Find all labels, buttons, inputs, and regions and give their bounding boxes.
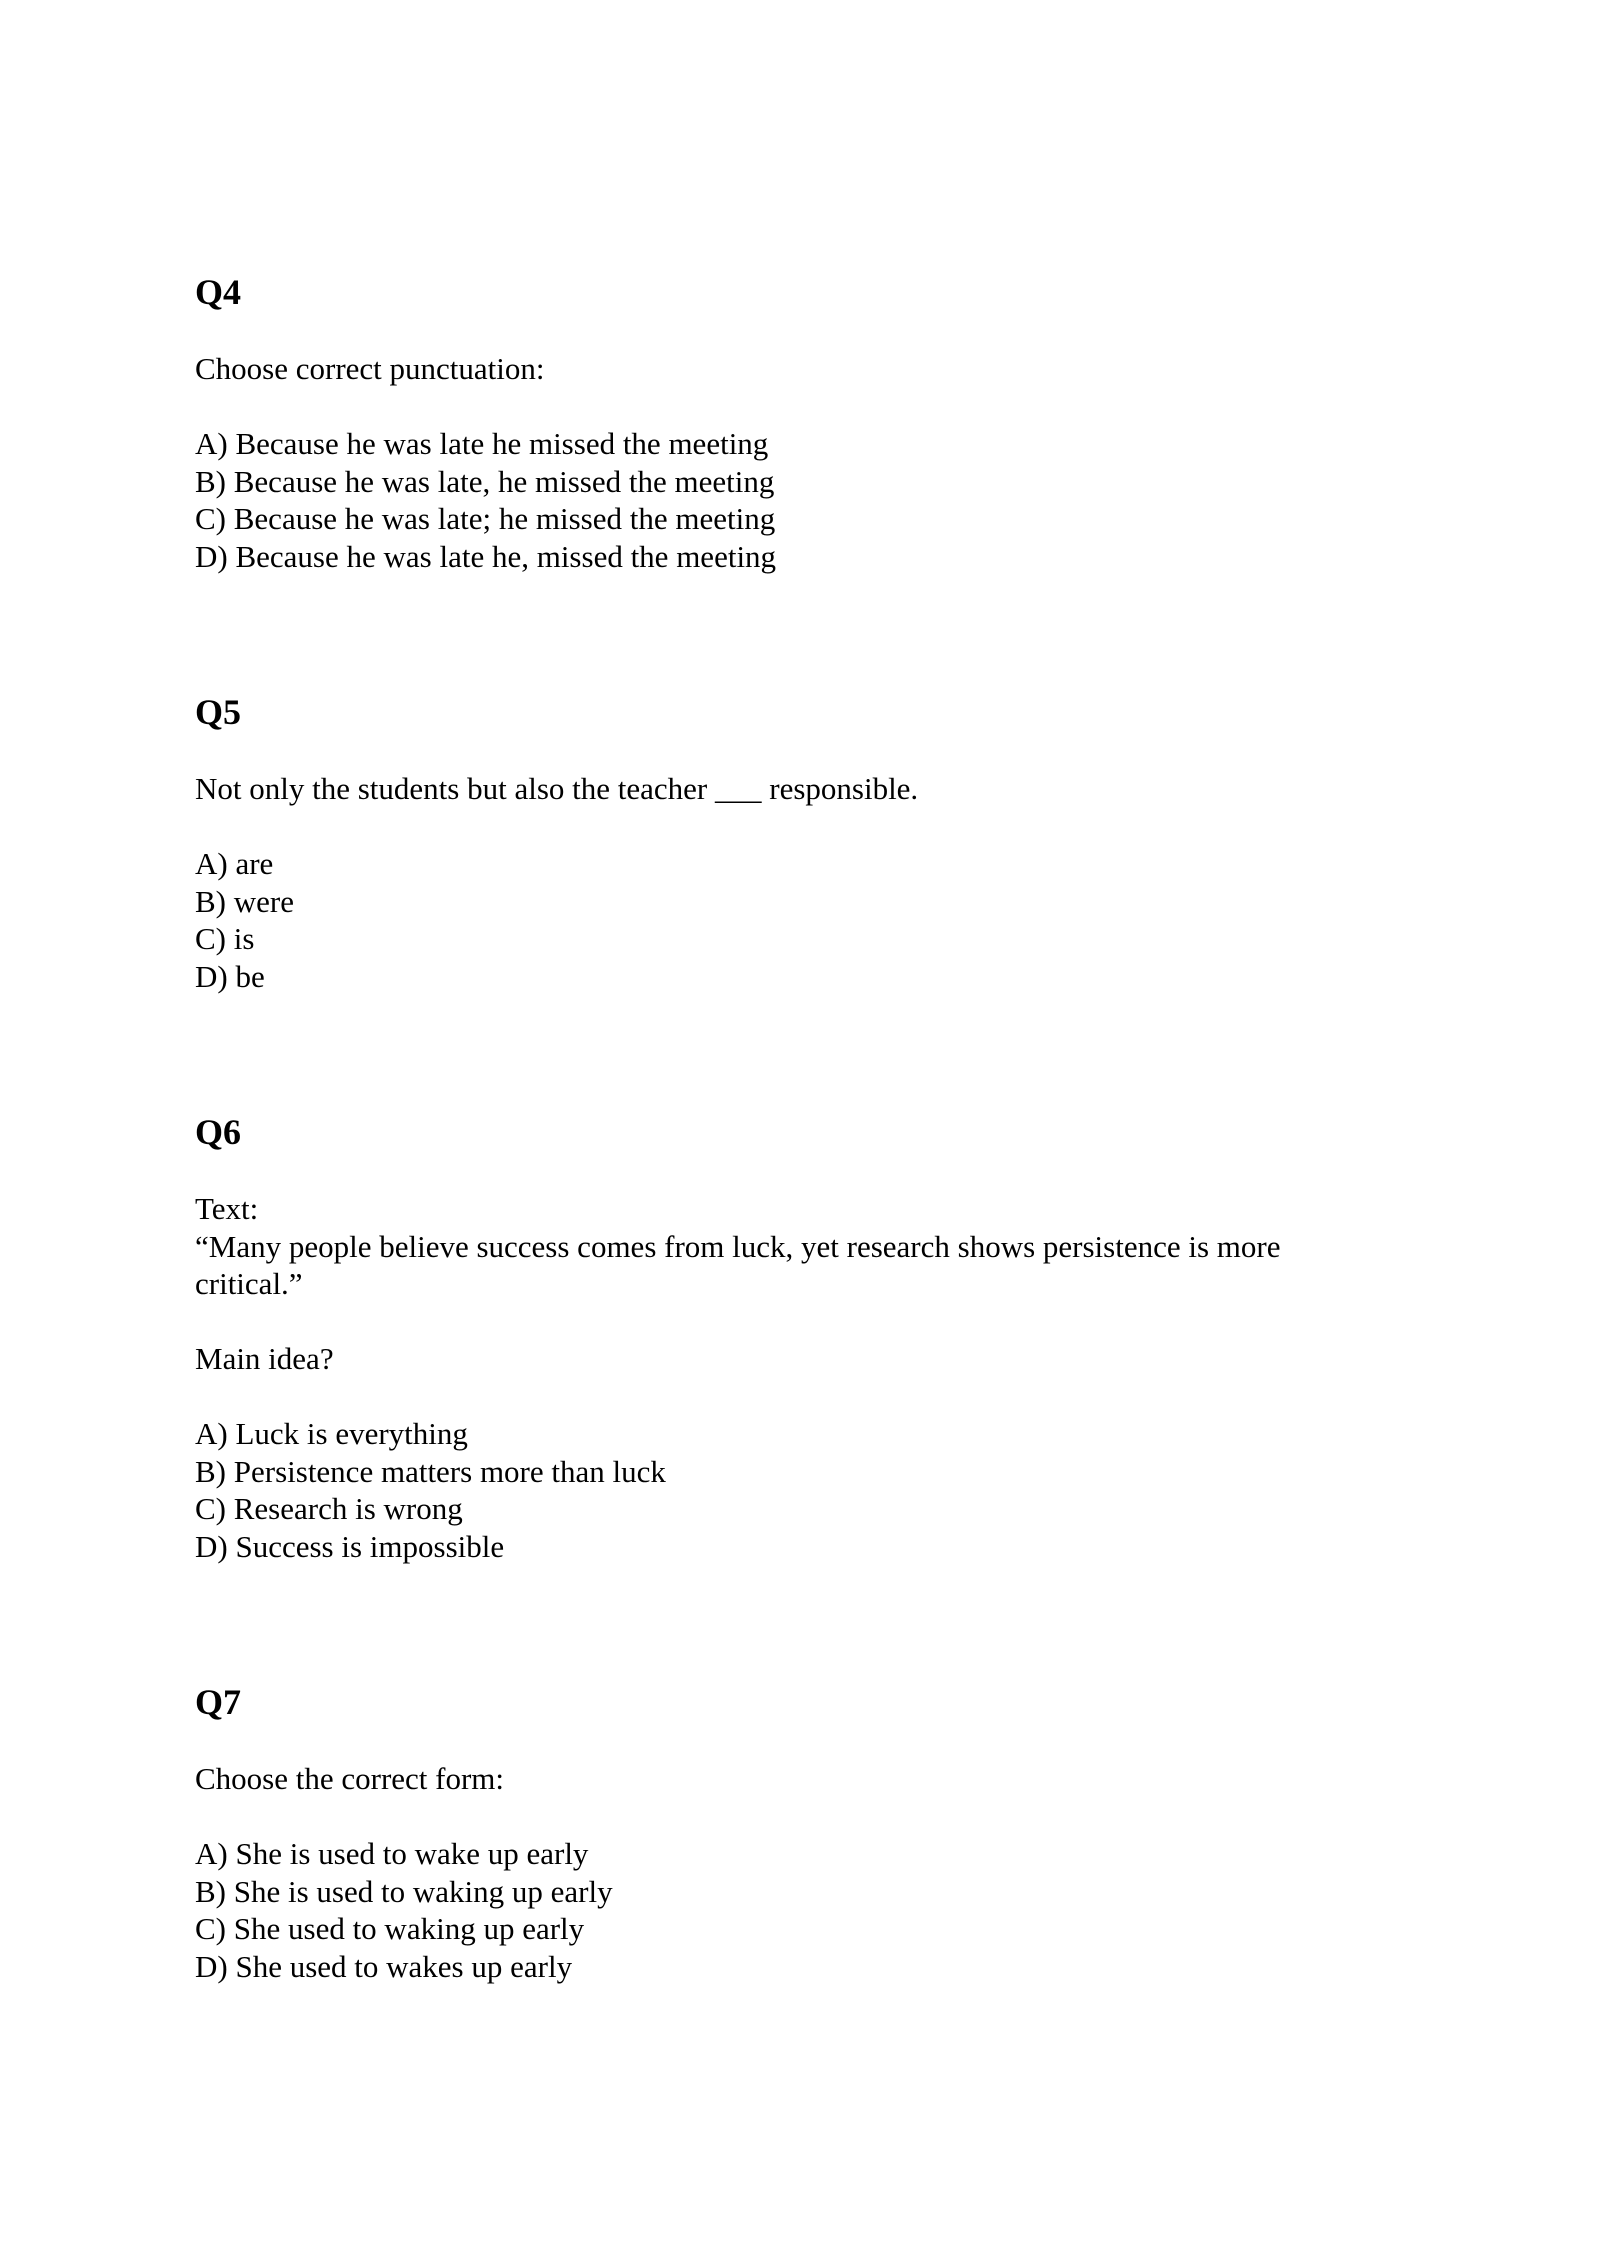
answer-options	[195, 1415, 1405, 1565]
text-label: Text:	[195, 1191, 259, 1226]
question-q4	[195, 272, 1405, 575]
question-q6	[195, 1112, 1405, 1565]
question-heading: Q4	[195, 272, 242, 312]
answer-option-d: D) Because he was late he, missed the meeting	[195, 538, 777, 574]
answer-option-a: A) are	[195, 846, 274, 881]
question-q5	[195, 692, 1405, 995]
answer-option-d: D) She used to wakes up early	[195, 1948, 573, 1984]
question-heading: Q5	[195, 692, 242, 732]
question-prompt: Choose the correct form:	[195, 1761, 505, 1796]
question-prompt: Choose correct punctuation:	[195, 351, 545, 386]
answer-option-d: D) Success is impossible	[195, 1528, 505, 1564]
answer-option-b: B) were	[195, 883, 294, 919]
answer-option-b: B) Persistence matters more than luck	[195, 1453, 666, 1489]
answer-options	[195, 845, 1405, 995]
answer-option-c: C) Because he was late; he missed the meeting	[195, 501, 776, 536]
answer-option-c: C) is	[195, 921, 255, 956]
question-prompt: Main idea?	[195, 1341, 334, 1376]
answer-option-b: B) Because he was late, he missed the meeting	[195, 463, 775, 499]
answer-option-a: A) Luck is everything	[195, 1416, 468, 1451]
reading-passage: “Many people believe success comes from luck, yet research shows persistence is more critical.”	[195, 1228, 1281, 1301]
question-heading: Q6	[195, 1112, 242, 1152]
answer-option-a: A) She is used to wake up early	[195, 1836, 589, 1871]
question-prompt: Not only the students but also the teacher ___ responsible.	[195, 771, 919, 806]
answer-options	[195, 1835, 1405, 1985]
question-q7	[195, 1682, 1405, 1985]
answer-option-a: A) Because he was late he missed the meeting	[195, 426, 769, 461]
answer-option-c: C) She used to waking up early	[195, 1911, 585, 1946]
answer-options	[195, 425, 1405, 575]
answer-option-c: C) Research is wrong	[195, 1491, 463, 1526]
answer-option-d: D) be	[195, 958, 265, 994]
question-heading: Q7	[195, 1682, 242, 1722]
answer-option-b: B) She is used to waking up early	[195, 1873, 613, 1909]
